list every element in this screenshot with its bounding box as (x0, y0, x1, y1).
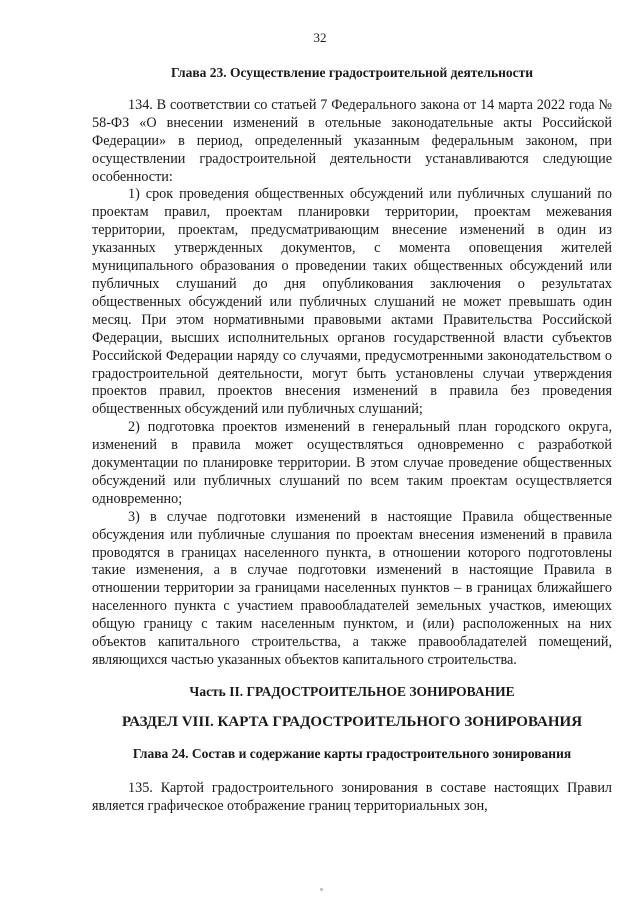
list-item-2: 2) подготовка проектов изменений в генеральный план городского округа, изменений в правила может осуществляться одновременно с разработкой документации по планировке территории. В этом случае проведение общественных обсуждений или публичных слушаний по всем таким проектам осуществляется одновременно; (92, 419, 612, 507)
chapter-24-heading: Глава 24. Состав и содержание карты градостроительного зонирования (132, 745, 572, 761)
page-number: 32 (313, 30, 327, 45)
list-item-3: 3) в случае подготовки изменений в настоящие Правила общественные обсуждения или публичные слушания по проектам внесения изменений в правила проводятся в границах населенного пункта, в отношении которого подготовлены такие изменения, а в случае подготовки изменений в настоящие Правила в отношении территории за границами населенных пунктов – в границах ближайшего населенного пункта с участием правообладателей земельных участков, имеющих общую границу с таким населенным пунктом, и (или) расположенных на них объектов капитального строительства, а также правообладателей помещений, являющихся частью указанных объектов капитального строительства. (92, 508, 612, 668)
page-content (92, 64, 612, 815)
paragraph-135: 135. Картой градостроительного зонирования в составе настоящих Правил является графическое отображение границ территориальных зон, (92, 779, 612, 814)
chapter-23-heading: Глава 23. Осуществление градостроительной деятельности (170, 65, 534, 80)
section-heading: РАЗДЕЛ VIII. КАРТА ГРАДОСТРОИТЕЛЬНОГО ЗОНИРОВАНИЯ (121, 713, 583, 730)
paragraph-134: 134. В соответствии со статьей 7 Федерального закона от 14 марта 2022 года № 58-ФЗ «О внесении изменений в отельные законодательные акты Российской Федерации» в период, определенный указанным федеральным законом, при осуществлении градостроительной деятельности устанавливаются следующие особенности: (92, 96, 612, 185)
part-heading: Часть II. ГРАДОСТРОИТЕЛЬНОЕ ЗОНИРОВАНИЕ (189, 683, 515, 699)
list-item-1: 1) срок проведения общественных обсуждений или публичных слушаний по проектам правил, проектам планировки территории, проектам межевания территории, проектам, предусматривающим внесение изменений в один из указанных утвержденных документов, с момента оповещения жителей муниципального образования о проведении таких общественных обсуждений или публичных слушаний до дня опубликования заключения о результатах общественных обсуждений или публичных слушаний не может превышать один месяц. При этом нормативными правовыми актами Правительства Российской Федерации, высших исполнительных органов государственной власти субъектов Российской Федерации наряду со случаями, предусмотренными законодательством о градостроительной деятельности, могут быть установлены случаи утверждения проектов правил, проектов внесения изменений в правила без проведения общественных обсуждений или публичных слушаний; (92, 186, 612, 418)
scan-dot (320, 888, 323, 891)
